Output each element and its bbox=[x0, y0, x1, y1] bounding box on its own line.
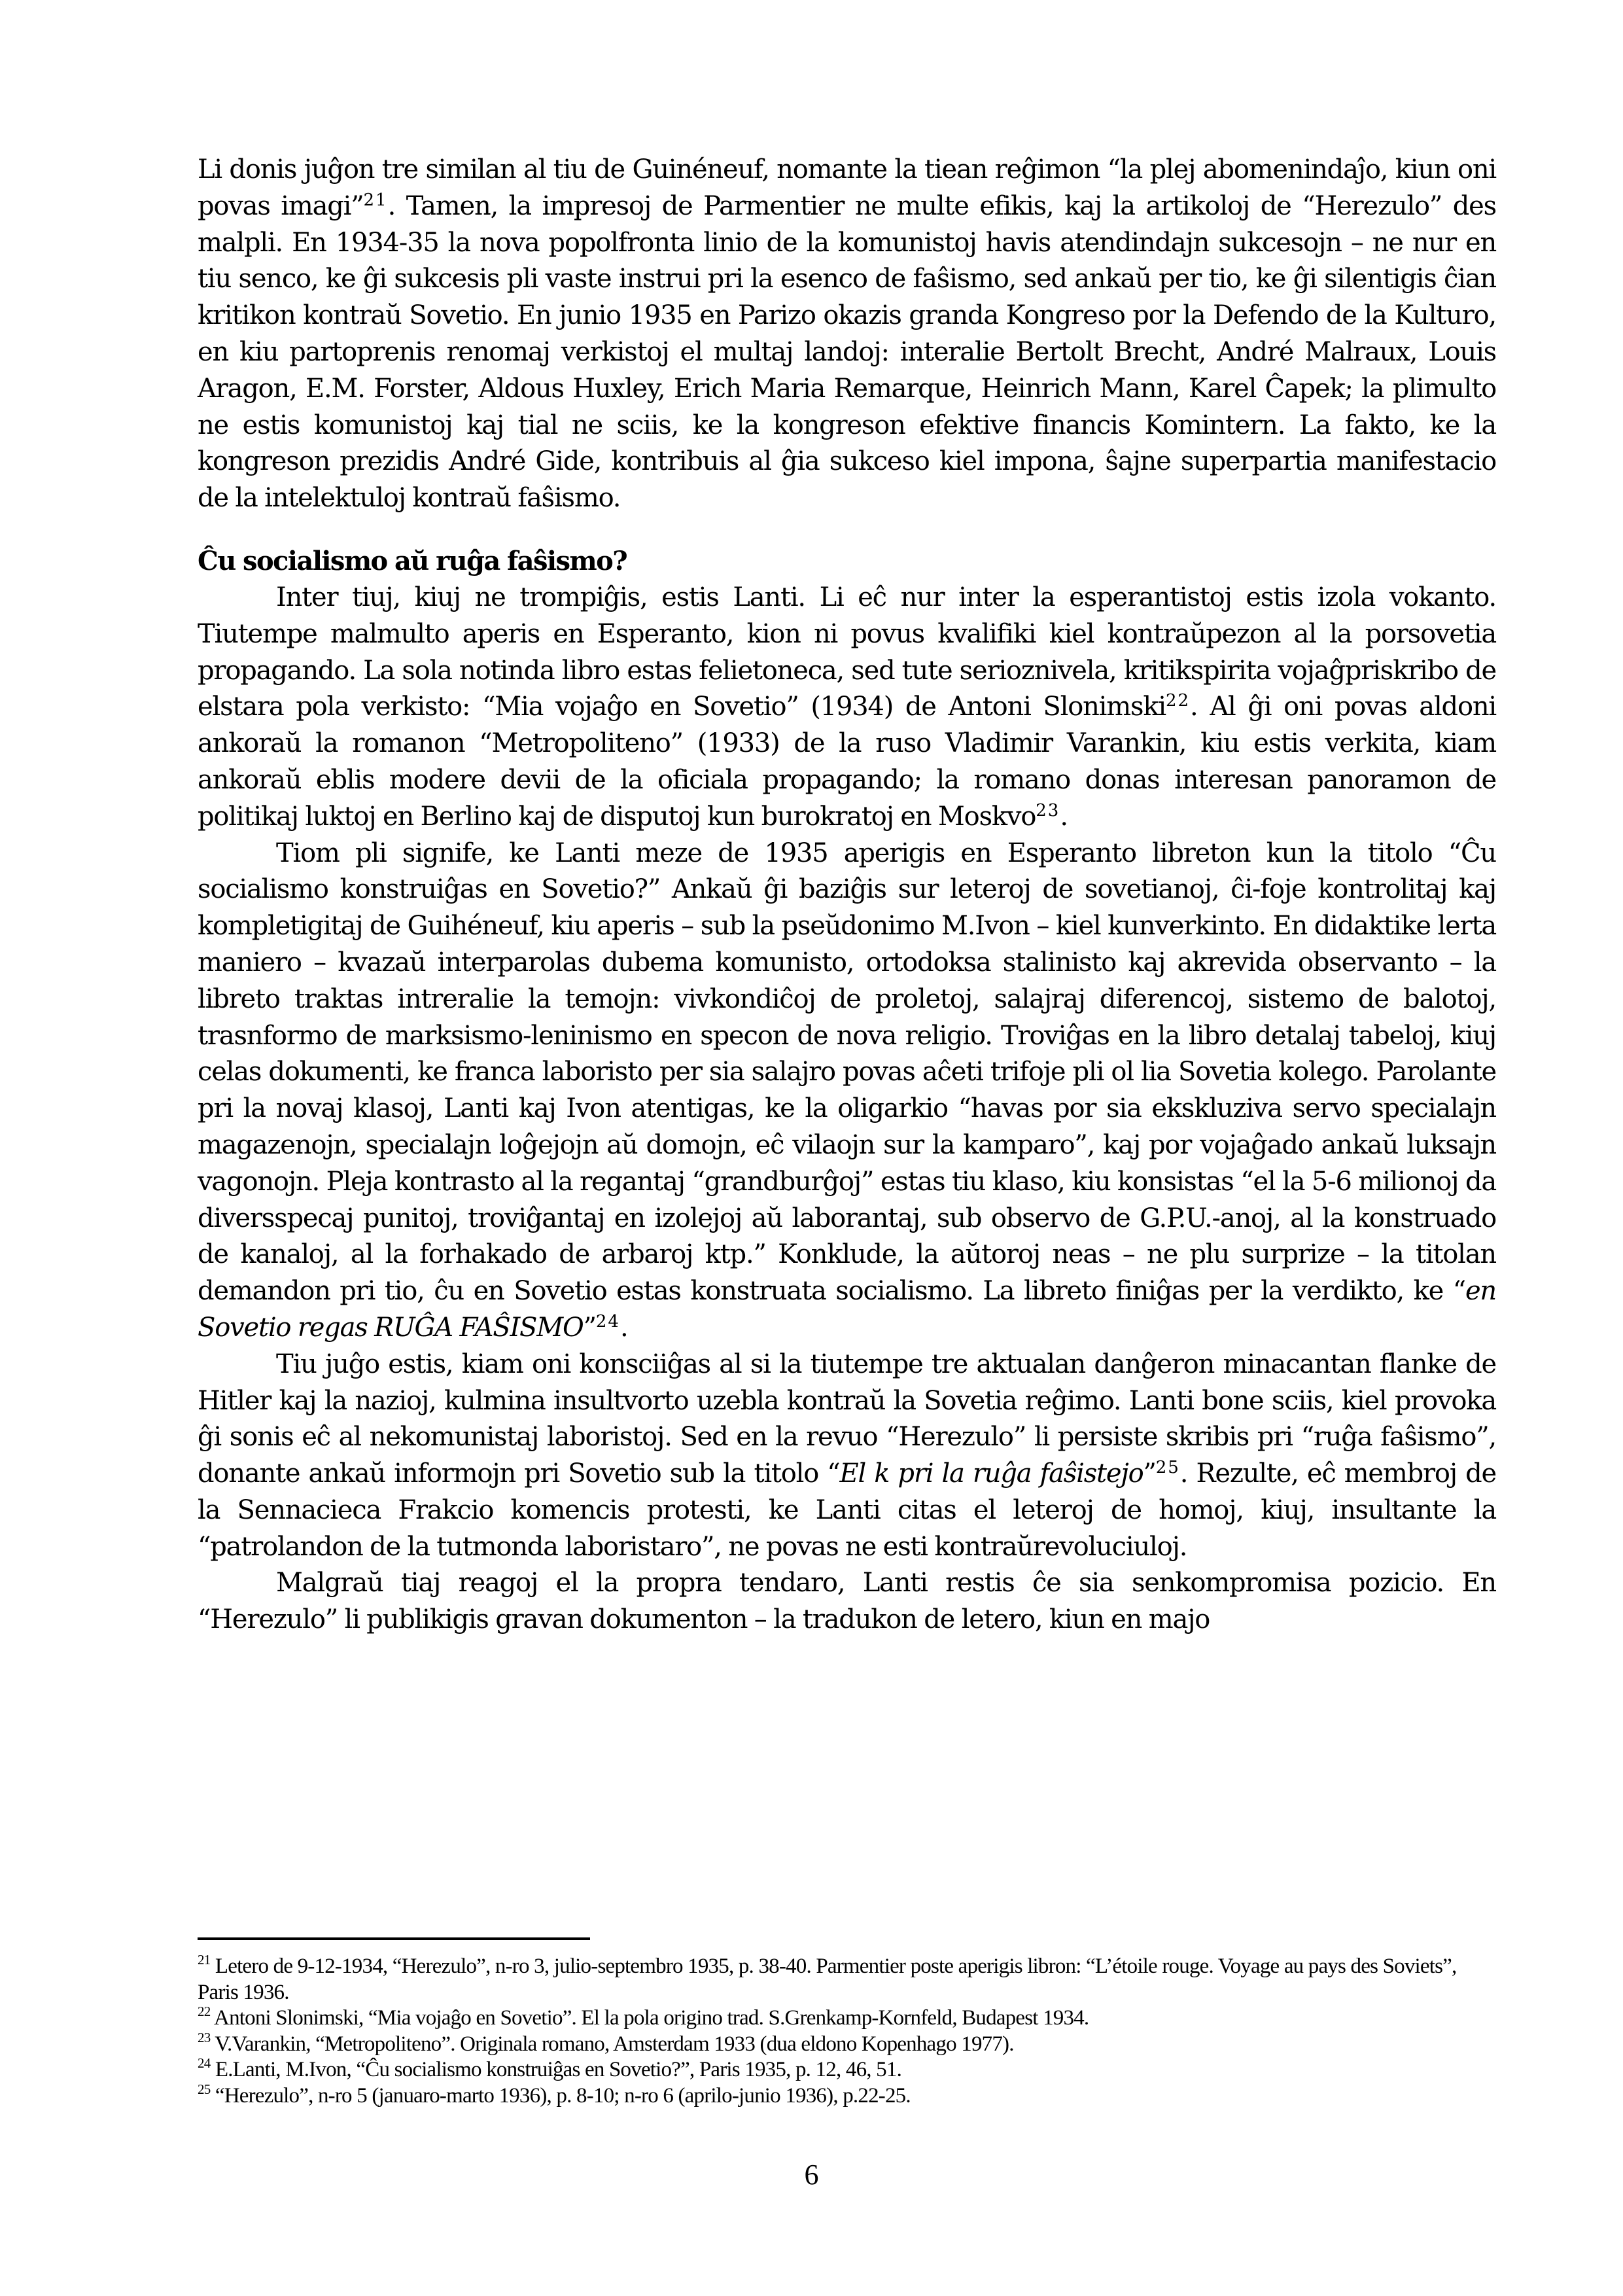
footnote-number: 25 bbox=[198, 2081, 211, 2097]
italic-title: El k pri la ruĝa faŝistejo bbox=[839, 1458, 1143, 1489]
paragraph bbox=[198, 152, 1496, 517]
page-number: 6 bbox=[804, 2159, 819, 2191]
footnote-text: Antoni Slonimski, “Mia vojaĝo en Sovetio”. El la pola origino trad. S.Grenkamp-Kornfeld, Budapest 1934. bbox=[214, 2006, 1089, 2030]
paragraph bbox=[198, 1347, 1496, 1566]
footnote bbox=[198, 2057, 1496, 2083]
paragraph bbox=[198, 836, 1496, 1347]
paragraph-text: ” bbox=[1143, 1458, 1156, 1489]
footnote-ref[interactable]: 23 bbox=[1036, 800, 1060, 821]
footnote bbox=[198, 2005, 1496, 2032]
footnote-number: 24 bbox=[198, 2055, 211, 2071]
footnote-number: 23 bbox=[198, 2029, 211, 2045]
footnote-text: Letero de 9-12-1934, “Herezulo”, n-ro 3, julio-septembro 1935, p. 38-40. Parmentier poste aperigis libron: “L’étoile rouge. Voyage au pays des Soviets”, Paris 1936. bbox=[198, 1954, 1457, 2004]
footnote-text: E.Lanti, M.Ivon, “Ĉu socialismo konstruiĝas en Sovetio?”, Paris 1935, p. 12, 46, 51. bbox=[215, 2058, 902, 2081]
footnote-ref[interactable]: 24 bbox=[595, 1311, 620, 1332]
footnote-text: V.Varankin, “Metropoliteno”. Originala romano, Amsterdam 1933 (dua eldono Kopenhago 1977). bbox=[215, 2032, 1014, 2056]
paragraph-text: . Al ĝi oni povas aldoni ankoraŭ la romanon “Metropoliteno” (1933) de la ruso Vladimir Varankin, kiu estis verkita, kiam ankoraŭ eblis modere devii de la oficiala propagando; la romano donas interesan panoramon de politikaj luktoj en Berlino kaj de disputoj kun burokratoj en Moskvo bbox=[198, 692, 1496, 832]
paragraph-text: Tiom pli signife, ke Lanti meze de 1935 aperigis en Esperanto libreton kun la titolo “Ĉu socialismo konstruiĝas en Sovetio?” Ankaŭ ĝi baziĝis sur leteroj de sovetianoj, ĉi-foje kontrolitaj kaj kompletigitaj de Guihéneuf, kiu aperis – sub la pseŭdonimo M.Ivon – kiel kunverkinto. En didaktike lerta maniero – kvazaŭ interparolas dubema komunisto, ortodoksa stalinisto kaj akrevida observanto – la libreto traktas intreralie la temojn: vivkondiĉoj de proletoj, salajraj diferencoj, sistemo de balotoj, trasnformo de marksismo-leninismo en specon de nova religio. Troviĝas en la libro detalaj tabeloj, kiuj celas dokumenti, ke franca laboristo per sia salajro povas aĉeti trifoje pli ol lia Sovetia kolego. Parolante pri la novaj klasoj, Lanti kaj Ivon atentigas, ke la oligarkio “havas por sia ekskluziva servo specialajn magazenojn, specialajn loĝejojn aŭ domojn, eĉ vilaojn sur la kamparo”, kaj por vojaĝado ankaŭ luksajn vagonojn. Pleja kontrasto al la regantaj “grandburĝoj” estas tiu klaso, kiu konsistas “el la 5-6 milionoj da diversspecaj punitoj, troviĝantaj en izolejoj aŭ laborantaj, sub observo de G.P.U.-anoj, al la konstruado de kanaloj, al la forhakado de arbaroj ktp.” Konklude, la aŭtoroj neas – ne plu surprize – la titolan demandon pri tio, ĉu en Sovetio estas konstruata socialismo. La libreto finiĝas per la verdikto, ke “ bbox=[198, 838, 1496, 1307]
paragraph-text: . Rezulte, eĉ membroj de la Sennacieca Frakcio komencis protesti, ke Lanti citas el leteroj de homoj, kiuj, insultante la “patrolandon de la tutmonda laboristaro”, ne povas ne esti kontraŭrevoluciuloj. bbox=[198, 1458, 1496, 1562]
italic-quote: en Sovetio regas RUĜA FAŜISMO bbox=[198, 1276, 1496, 1343]
footnote-text: “Herezulo”, n-ro 5 (januaro-marto 1936), p. 8-10; n-ro 6 (aprilo-junio 1936), p.22-25. bbox=[215, 2083, 911, 2108]
footnote-ref[interactable]: 22 bbox=[1165, 691, 1191, 711]
body-text bbox=[198, 152, 1496, 1638]
footnote bbox=[198, 1954, 1496, 2005]
paragraph-text: ” bbox=[583, 1312, 596, 1343]
footnote-ref[interactable]: 25 bbox=[1155, 1458, 1180, 1478]
paragraph-text: Inter tiuj, kiuj ne trompiĝis, estis Lanti. Li eĉ nur inter la esperantistoj estis izola vokanto. Tiutempe malmulto aperis en Esperanto, kion ni povus kvalifiki kiel kontraŭpezon al la porsovetia propagando. La sola notinda libro estas felietoneca, sed tute serioznivela, kritikspirita vojaĝpriskribo de elstara pola verkisto: “Mia vojaĝo en Sovetio” (1934) de Antoni Slonimski bbox=[198, 582, 1496, 722]
paragraph: Malgraŭ tiaj reagoj el la propra tendaro, Lanti restis ĉe sia senkompromisa pozicio. En “Herezulo” li publikigis gravan dokumenton – la tradukon de letero, kiun en majo bbox=[198, 1568, 1496, 1635]
footnote bbox=[198, 2083, 1496, 2110]
footnote-divider bbox=[198, 1937, 590, 1940]
footnote-number: 22 bbox=[198, 2004, 211, 2019]
section-heading: Ĉu socialismo aŭ ruĝa faŝismo? bbox=[198, 545, 627, 576]
paragraph-text: . bbox=[620, 1312, 628, 1343]
footnote-ref[interactable]: 21 bbox=[363, 190, 388, 210]
page-body bbox=[198, 152, 1496, 1638]
paragraph bbox=[198, 580, 1496, 836]
footnotes bbox=[198, 1954, 1496, 2109]
paragraph-text: Li donis juĝon tre similan al tiu de Guinéneuf, nomante la tiean reĝimon “la plej abomenindaĵo, kiun oni povas imagi” bbox=[198, 154, 1496, 221]
footnote-number: 21 bbox=[198, 1952, 211, 1968]
footnote bbox=[198, 2029, 1496, 2058]
paragraph-text: Tiu juĝo estis, kiam oni konsciiĝas al si la tiutempe tre aktualan danĝeron minacantan flanke de Hitler kaj la nazioj, kulmina insultvorto uzebla kontraŭ la Sovetia reĝimo. Lanti bone sciis, kiel provoka ĝi sonis eĉ al nekomunistaj laboristoj. Sed en la revuo “Herezulo” li persiste skribis pri “ruĝa faŝismo”, donante ankaŭ informojn pri Sovetio sub la titolo “ bbox=[198, 1349, 1496, 1489]
paragraph-text: . bbox=[1060, 801, 1068, 832]
paragraph-text: . Tamen, la impresoj de Parmentier ne multe efikis, kaj la artikoloj de “Herezulo” des malpli. En 1934-35 la nova popolfronta linio de la komunistoj havis atendindajn sukcesojn – ne nur en tiu senco, ke ĝi sukcesis pli vaste instrui pri la esenco de faŝismo, sed ankaŭ per tio, ke ĝi silentigis ĉian kritikon kontraŭ Sovetio. En junio 1935 en Parizo okazis granda Kongreso por la Defendo de la Kulturo, en kiu partoprenis renomaj verkistoj el multaj landoj: interalie Bertolt Brecht, André Malraux, Louis Aragon, E.M. Forster, Aldous Huxley, Erich Maria Remarque, Heinrich Mann, Karel Ĉapek; la plimulto ne estis komunistoj kaj tial ne sciis, ke la kongreson efektive financis Komintern. La fakto, ke la kongreson prezidis André Gide, kontribuis al ĝia sukceso kiel impona, ŝajne superpartia manifestacio de la intelektuloj kontraŭ faŝismo. bbox=[198, 190, 1496, 514]
